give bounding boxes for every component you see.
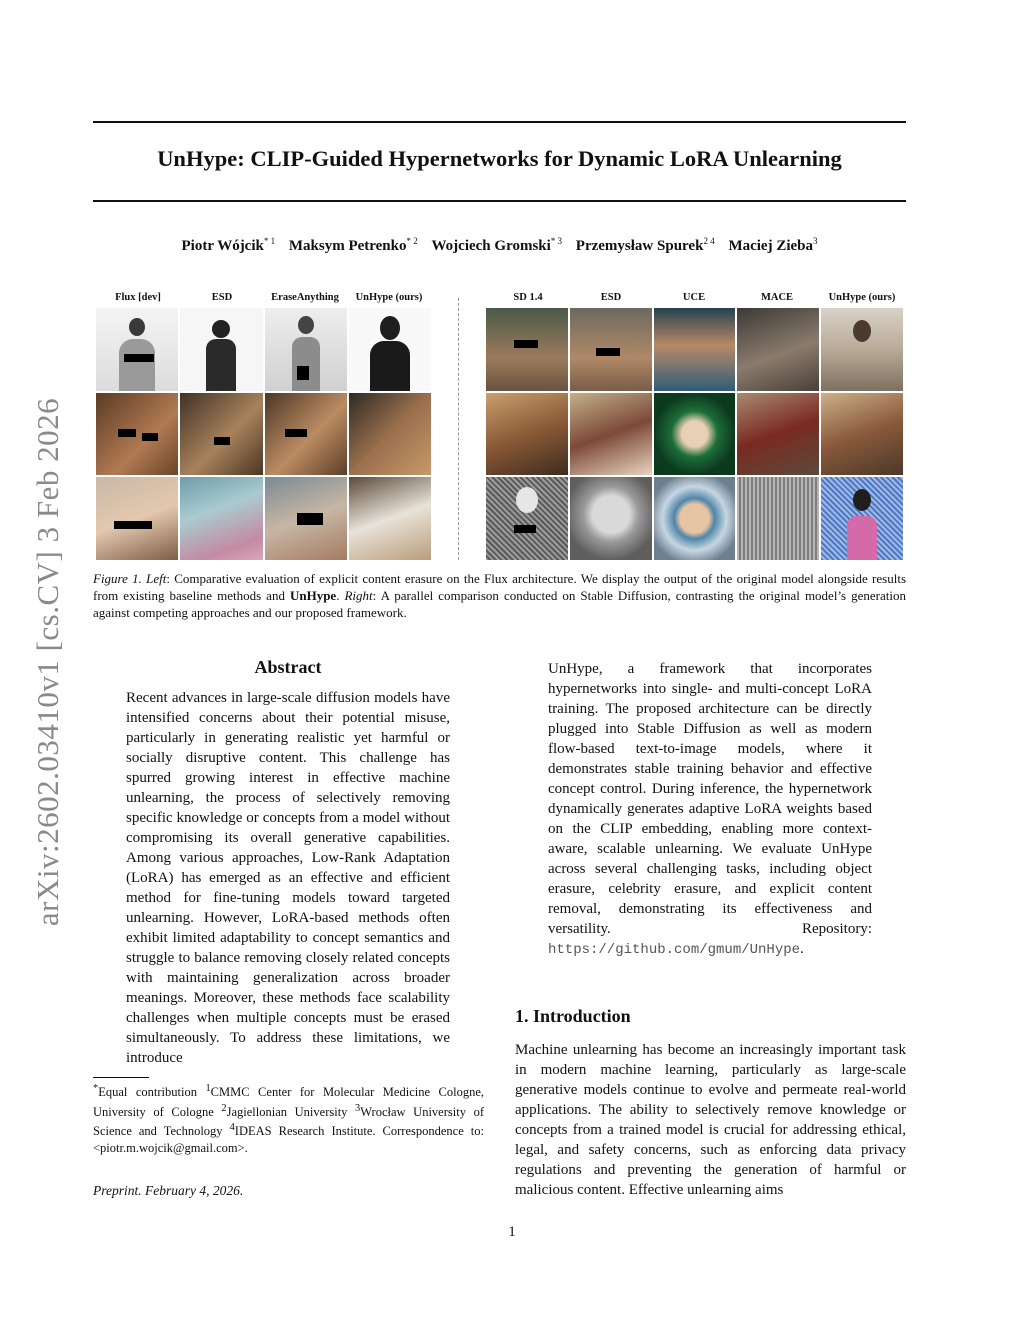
figure-image — [96, 308, 178, 391]
section-heading-introduction: 1. Introduction — [515, 1006, 631, 1026]
figure-image — [654, 477, 736, 560]
figure-left-column-label: ESD — [211, 292, 233, 303]
author: Przemysław Spurek$^{2 4}$ — [575, 236, 715, 254]
figure-left-column-label: EraseAnything — [271, 292, 339, 303]
figure-image — [265, 308, 347, 391]
figure-image — [654, 308, 736, 391]
figure-image — [349, 393, 431, 476]
preprint-date: Preprint. February 4, 2026. — [93, 1183, 244, 1198]
figure-right-column-label: UCE — [682, 292, 706, 303]
figure-image — [486, 308, 568, 391]
figure-image — [737, 308, 819, 391]
figure-image — [265, 477, 347, 560]
figure-left-image-grid — [96, 308, 431, 560]
figure-image — [486, 477, 568, 560]
figure-image — [349, 477, 431, 560]
figure-image — [349, 308, 431, 391]
author-list — [93, 236, 906, 255]
figure-right-column-label: ESD — [600, 292, 622, 303]
affiliations-footnote: *Equal contribution $^1$CMMC Center for Molecular Medicine Cologne, University of Cologne $^2$Jagiellonian University $^3$Wrocław University of Science and Technology $^4$IDEAS Research Institute. Correspondence to: <piotr.m.wojcik@gmail.com>. — [93, 1083, 484, 1155]
figure-right-column-label: SD 1.4 — [513, 292, 543, 303]
figure-image — [180, 393, 262, 476]
introduction-body: Machine unlearning has become an increasingly important task in modern machine learning, particularly as large-scale generative models continue to evolve and permeate real-world applications. The ability to selectively remove knowledge or concepts from a trained model is crucial for addressing ethical, legal, and safety concerns, such as enforcing data privacy regulations and preventing the generation of harmful or malicious content. Effective unlearning aims — [515, 1042, 906, 1198]
title-rule-bottom — [93, 200, 906, 202]
figure-image — [821, 393, 903, 476]
figure-image — [654, 393, 736, 476]
author: Maciej Zieba$^3$ — [728, 236, 818, 254]
figure-caption: Figure 1. Left: Comparative evaluation of explicit content erasure on the Flux architecture. We display the output of the original model alongside results from existing baseline methods and UnHype. Right: A parallel comparison conducted on Stable Diffusion, contrasting the original model’s generation against competing approaches and our proposed framework. — [93, 571, 907, 620]
abstract-continuation: UnHype, a framework that incorporates hypernetworks into single- and multi-concept LoRA training. The proposed architecture can be directly plugged into Stable Diffusion as well as modern flow-based text-to-image models, where it demonstrates stable training behavior and effective concept control. During inference, the hypernetwork dynamically generates adaptive LoRA weights based on the CLIP embedding, enabling more context-aware, scalable unlearning. We evaluate UnHype across several challenging tasks, including object erasure, celebrity erasure, and explicit content removal, demonstrating its effectiveness and versatility. Repository: https://github.com/gmum/UnHype. — [548, 661, 872, 958]
figure-image — [486, 393, 568, 476]
figure-right-column-label: MACE — [760, 292, 794, 303]
figure-divider — [458, 298, 459, 560]
figure-image — [821, 477, 903, 560]
figure-left-column-label: UnHype (ours) — [355, 292, 423, 303]
figure-image — [570, 477, 652, 560]
paper-title: UnHype: CLIP-Guided Hypernetworks for Dynamic LoRA Unlearning — [157, 146, 842, 171]
figure-image — [570, 308, 652, 391]
abstract-body: Recent advances in large-scale diffusion models have intensified concerns about their potential misuse, particularly in generating realistic yet harmful or socially disruptive content. This challenge has spurred growing interest in effective machine unlearning, the process of selectively removing specific knowledge or concepts from a model without compromising its overall generative capabilities. Among various approaches, Low-Rank Adaptation (LoRA) has emerged as an effective and efficient method for fine-tuning models toward targeted unlearning. However, LoRA-based methods often exhibit limited adaptability to concept semantics and struggle to balance removing closely related concepts with maintaining generalization across broader meanings. Moreover, these methods face scalability challenges when multiple concepts must be erased simultaneously. To address these limitations, we introduce — [126, 690, 450, 1066]
figure-image — [570, 393, 652, 476]
repository-link[interactable]: https://github.com/gmum/UnHype — [548, 942, 801, 958]
footnote-rule — [93, 1077, 149, 1078]
figure-image — [180, 477, 262, 560]
author: Wojciech Gromski$^{* 3}$ — [431, 236, 563, 254]
title-rule-top — [93, 121, 906, 123]
figure-image — [737, 477, 819, 560]
page-number: 1 — [508, 1224, 516, 1240]
figure-image — [821, 308, 903, 391]
figure-image — [737, 393, 819, 476]
author: Maksym Petrenko$^{* 2}$ — [288, 236, 418, 254]
figure-image — [96, 393, 178, 476]
figure-image — [180, 308, 262, 391]
figure-left-column-label: Flux [dev] — [115, 292, 161, 303]
author: Piotr Wójcik$^{* 1}$ — [181, 236, 276, 254]
figure-image — [265, 393, 347, 476]
arxiv-identifier-stamp: arXiv:2602.03410v1 [cs.CV] 3 Feb 2026 — [30, 397, 65, 927]
figure-right-image-grid — [486, 308, 903, 560]
figure-right-column-label: UnHype (ours) — [828, 292, 896, 303]
figure-image — [96, 477, 178, 560]
abstract-heading: Abstract — [254, 657, 322, 677]
